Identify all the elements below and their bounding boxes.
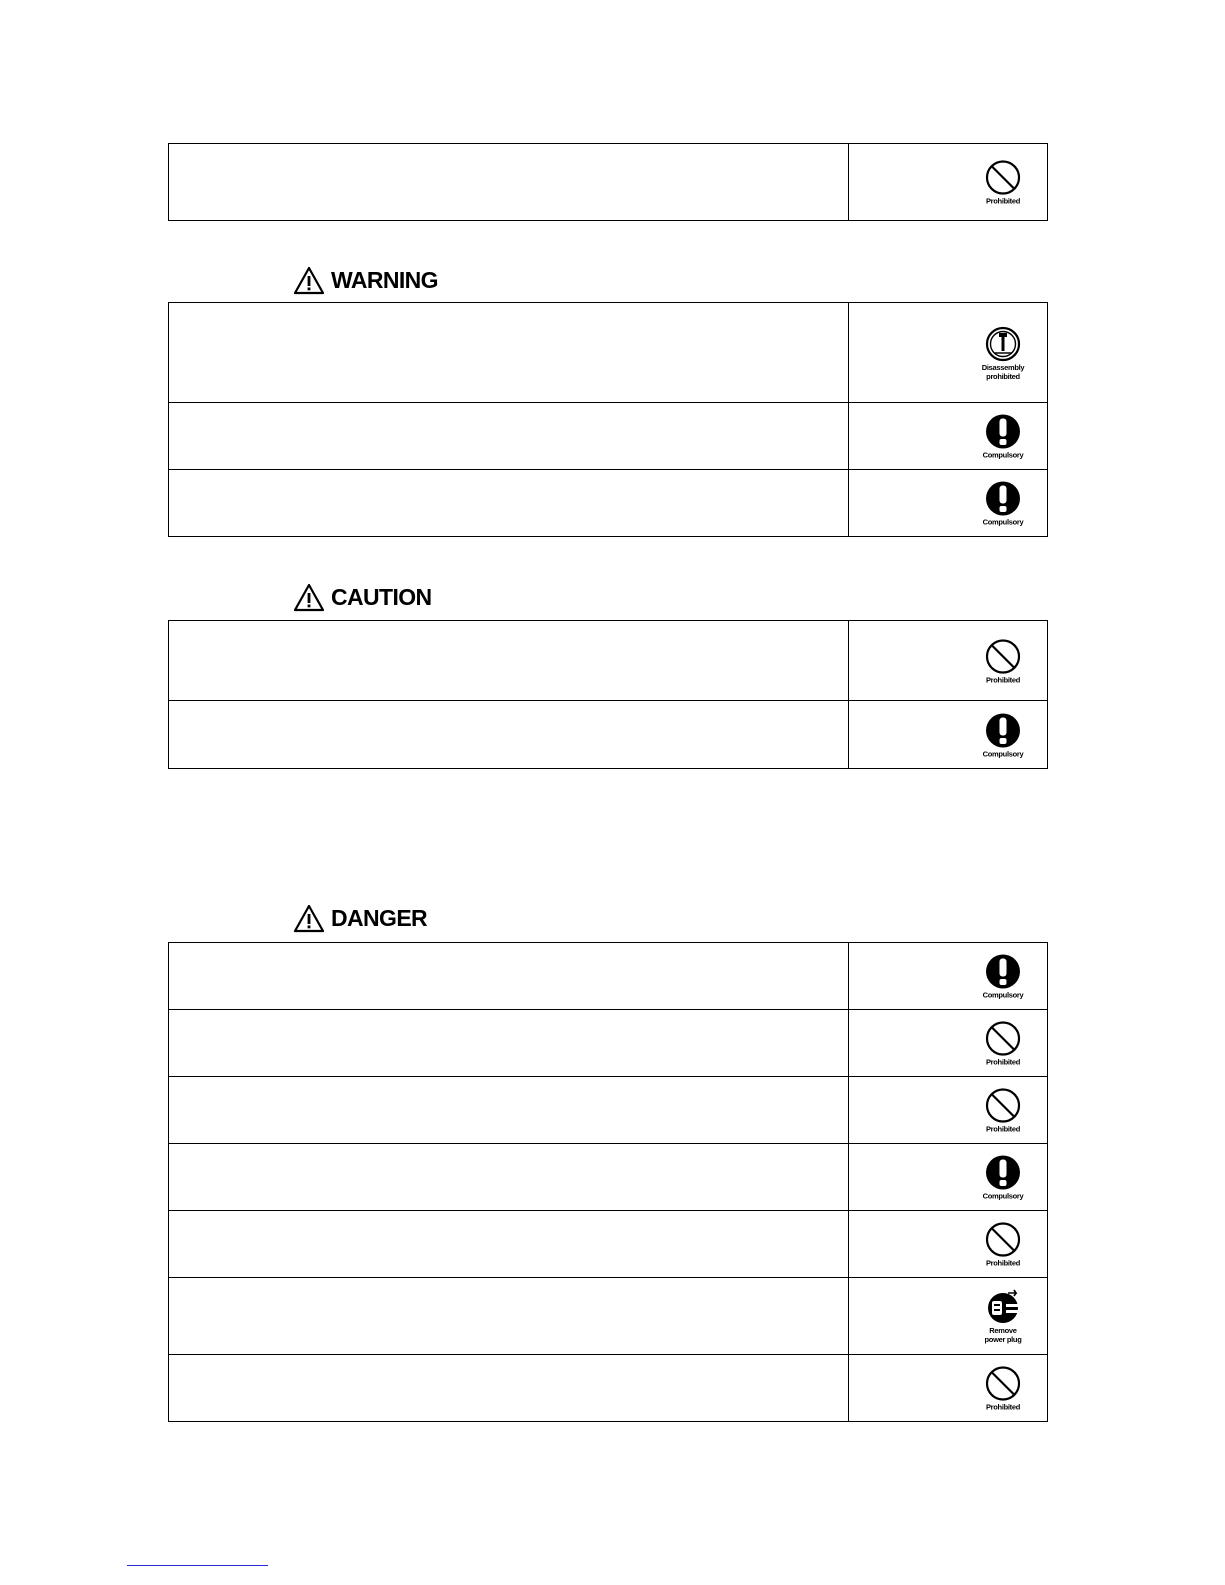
danger-heading — [293, 902, 427, 934]
prohibited-symbol — [973, 1365, 1033, 1412]
prohibited-icon — [984, 1365, 1022, 1403]
warning-triangle-icon — [293, 583, 325, 612]
table-row — [169, 1077, 1048, 1144]
symbol-caption: Prohibited — [985, 1258, 1021, 1268]
symbol-caption: Disassembly — [981, 362, 1025, 372]
row-text — [169, 303, 849, 403]
compulsory-icon — [984, 711, 1022, 749]
row-text — [169, 1144, 849, 1211]
danger-table — [168, 942, 1048, 1422]
compulsory-symbol — [973, 953, 1033, 1000]
table-row — [169, 1278, 1048, 1355]
top-safety-table — [168, 143, 1048, 221]
table-row — [169, 470, 1048, 537]
symbol-caption: Compulsory — [982, 990, 1024, 1000]
remove-power-plug-icon — [984, 1288, 1022, 1326]
disassembly-prohibited-symbol — [973, 325, 1033, 381]
caution-heading-text: CAUTION — [331, 583, 432, 610]
table-row — [169, 1355, 1048, 1422]
prohibited-icon — [984, 1221, 1022, 1259]
symbol-caption: Compulsory — [982, 749, 1024, 758]
row-text — [169, 621, 849, 701]
caution-heading — [293, 581, 432, 613]
table-row — [169, 943, 1048, 1010]
table-row — [169, 621, 1048, 701]
prohibited-icon — [984, 1020, 1022, 1058]
disassembly-prohibited-icon — [984, 325, 1022, 363]
danger-heading-text: DANGER — [331, 904, 428, 931]
prohibited-icon — [984, 159, 1022, 197]
warning-heading — [293, 264, 438, 296]
warning-triangle-icon — [293, 904, 325, 933]
table-row — [169, 303, 1048, 403]
prohibited-symbol — [973, 1221, 1033, 1268]
compulsory-icon — [984, 1154, 1022, 1192]
prohibited-icon — [984, 637, 1022, 675]
compulsory-icon — [984, 953, 1022, 991]
compulsory-icon — [984, 413, 1022, 451]
symbol-caption: Prohibited — [985, 1124, 1021, 1134]
table-row — [169, 403, 1048, 470]
row-text — [169, 943, 849, 1010]
table-row — [169, 1010, 1048, 1077]
footer-hyperlink-underline[interactable] — [127, 1565, 268, 1566]
symbol-caption: Prohibited — [985, 1402, 1021, 1412]
row-text — [169, 1010, 849, 1077]
symbol-caption: Compulsory — [982, 1191, 1024, 1201]
row-text — [169, 403, 849, 470]
table-row — [169, 144, 1048, 221]
compulsory-symbol — [973, 1154, 1033, 1201]
symbol-caption: Prohibited — [985, 196, 1021, 206]
prohibited-symbol — [973, 637, 1033, 684]
compulsory-symbol — [973, 480, 1033, 527]
row-text — [169, 144, 849, 221]
remove-power-plug-symbol — [973, 1288, 1033, 1344]
warning-heading-text: WARNING — [331, 266, 438, 293]
compulsory-icon — [984, 480, 1022, 518]
symbol-caption: Prohibited — [985, 675, 1021, 684]
compulsory-symbol — [973, 711, 1033, 758]
prohibited-symbol — [973, 1087, 1033, 1134]
caution-table — [168, 620, 1048, 769]
prohibited-symbol — [973, 1020, 1033, 1067]
row-text — [169, 1278, 849, 1355]
row-text — [169, 1355, 849, 1422]
warning-triangle-icon — [293, 266, 325, 295]
symbol-caption: Compulsory — [982, 450, 1024, 460]
row-text — [169, 470, 849, 537]
prohibited-symbol — [973, 159, 1033, 206]
table-row — [169, 1144, 1048, 1211]
compulsory-symbol — [973, 413, 1033, 460]
table-row — [169, 1211, 1048, 1278]
row-text — [169, 1077, 849, 1144]
symbol-caption: prohibited — [986, 371, 1020, 381]
symbol-caption: Prohibited — [985, 1057, 1021, 1067]
table-row — [169, 701, 1048, 769]
warning-table — [168, 302, 1048, 537]
symbol-caption: Remove — [989, 1326, 1017, 1335]
row-text — [169, 1211, 849, 1278]
prohibited-icon — [984, 1087, 1022, 1125]
row-text — [169, 701, 849, 769]
symbol-caption: Compulsory — [982, 517, 1024, 527]
symbol-caption: power plug — [984, 1335, 1022, 1344]
